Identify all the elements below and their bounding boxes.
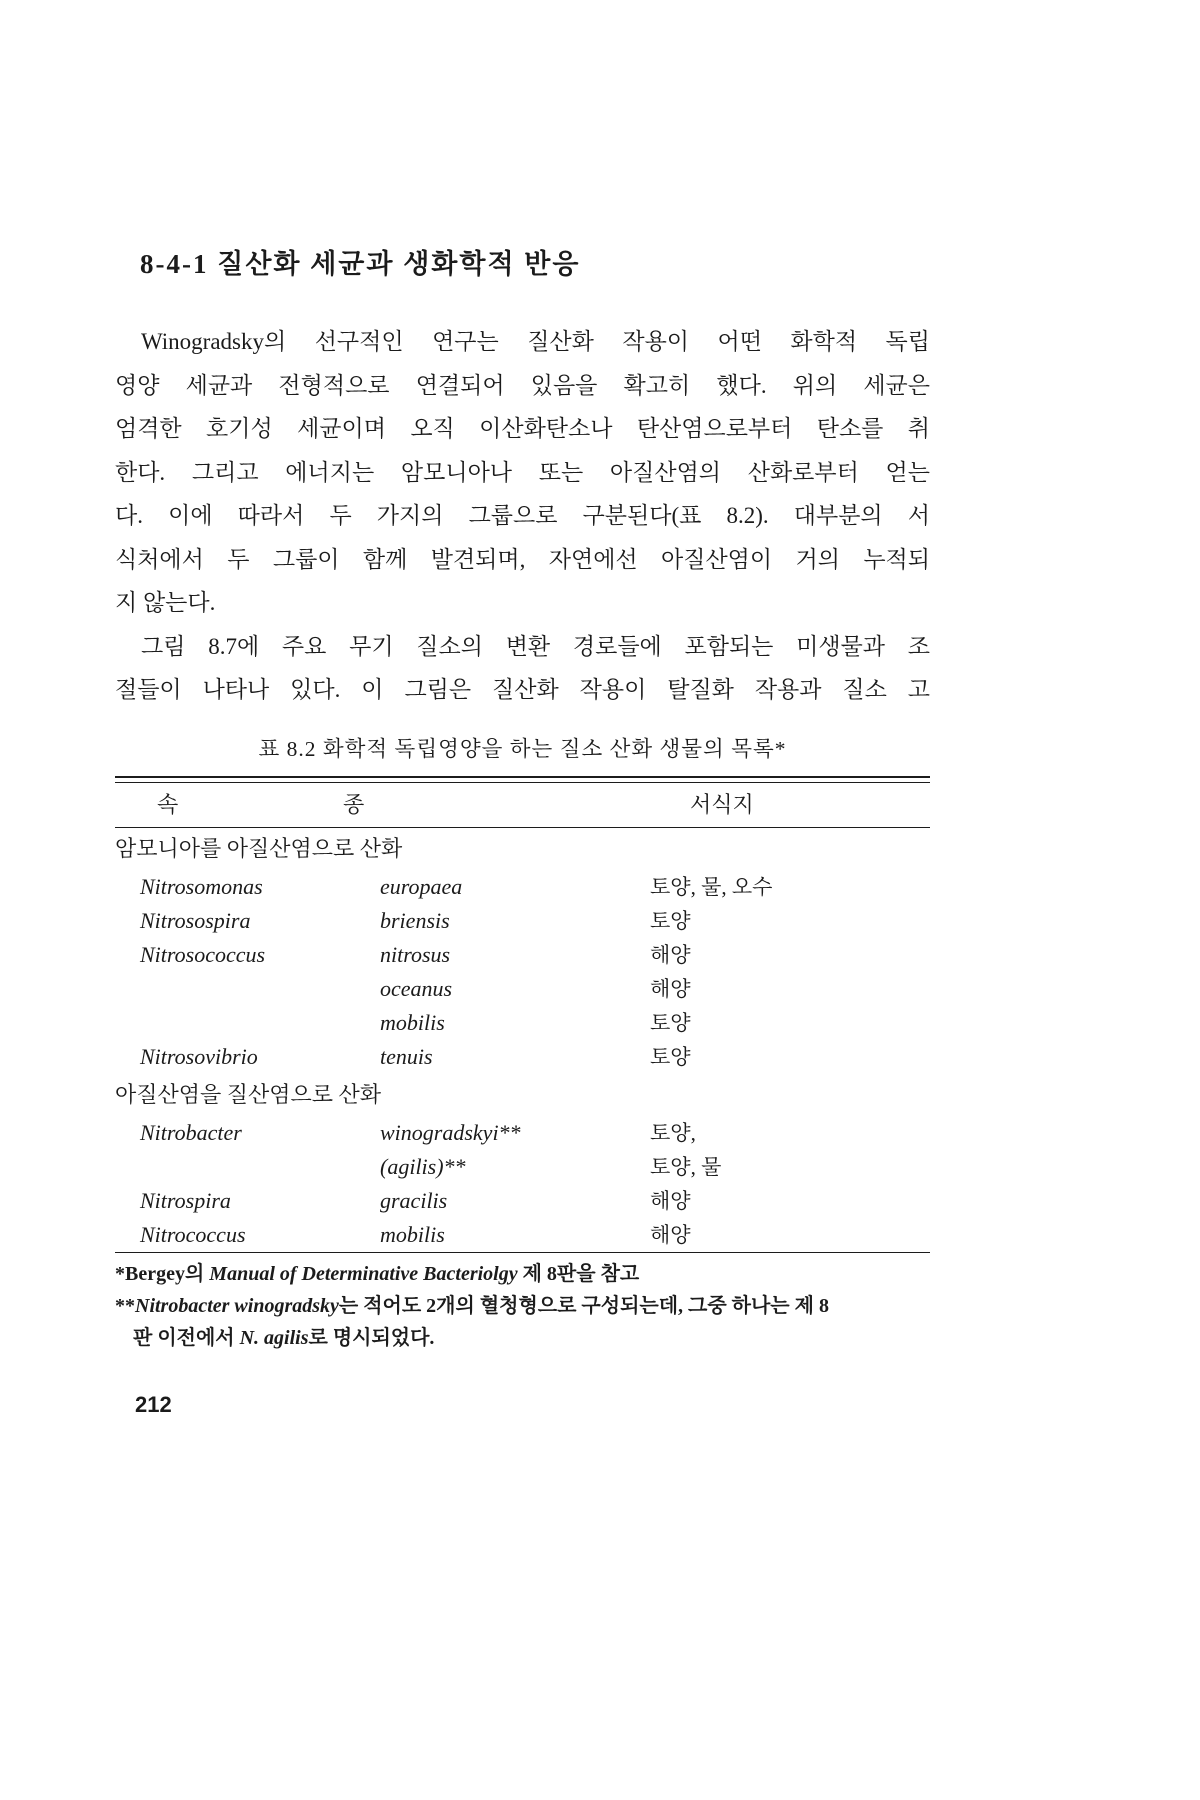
table-8-2: [115, 732, 930, 1253]
habitat-cell: 토양: [650, 1045, 691, 1069]
genus-cell: Nitrococcus: [140, 1222, 246, 1247]
genus-cell: Nitrobacter: [140, 1120, 242, 1145]
table-section-row: [115, 1074, 930, 1116]
text-line: 영양 세균과 전형적으로 연결되어 있음을 확고히 했다. 위의 세균은: [115, 372, 930, 398]
habitat-cell: 해양: [650, 943, 691, 967]
footnote-text: *Bergey의: [115, 1263, 210, 1285]
table-row: [115, 1218, 930, 1252]
footnote-text-italic: Nitrobacter winogradsky: [135, 1295, 339, 1317]
genus-cell: Nitrosococcus: [140, 942, 266, 967]
text-line: 식처에서 두 그룹이 함께 발견되며, 자연에선 아질산염이 거의 누적되: [115, 546, 930, 572]
text-line: 엄격한 호기성 세균이며 오직 이산화탄소나 탄산염으로부터 탄소를 취: [115, 416, 930, 441]
species-cell: mobilis: [380, 1222, 445, 1247]
habitat-cell: 토양: [650, 1011, 691, 1035]
text-line: 다. 이에 따라서 두 가지의 그룹으로 구분된다(표 8.2). 대부분의 서: [115, 503, 930, 528]
species-cell: nitrosus: [380, 942, 451, 967]
section-label: 아질산염을 질산염으로 산화: [115, 1082, 382, 1107]
species-cell: tenuis: [380, 1044, 433, 1069]
table-header-row: [115, 783, 930, 827]
footnote-text: **: [115, 1295, 135, 1317]
habitat-cell: 해양: [650, 1223, 691, 1247]
table-section-row: [115, 828, 930, 870]
footnote-text-italic: Manual of Determinative Bacteriolgy: [209, 1263, 518, 1285]
section-heading: 8-4-1 질산화 세균과 생화학적 반응: [140, 249, 581, 279]
species-cell: gracilis: [380, 1188, 448, 1213]
habitat-cell: 해양: [650, 1189, 691, 1213]
table-row: [115, 972, 930, 1006]
table-top-rule: [115, 776, 930, 783]
habitat-cell: 토양,: [650, 1121, 696, 1145]
genus-cell: Nitrosospira: [140, 908, 251, 933]
genus-cell: Nitrospira: [140, 1188, 231, 1213]
species-cell: (agilis)**: [380, 1154, 466, 1179]
species-cell: europaea: [380, 874, 463, 899]
habitat-cell: 해양: [650, 977, 691, 1001]
species-cell: oceanus: [380, 976, 453, 1001]
table-row: [115, 1040, 930, 1074]
page-number: 212: [135, 1392, 172, 1417]
text-line: Winogradsky의 선구적인 연구는 질산화 작용이 어떤 화학적 독립: [141, 329, 930, 354]
footnote-text: 판 이전에서: [133, 1327, 240, 1349]
footnote-line: [115, 1258, 930, 1290]
footnote-line: [115, 1322, 930, 1354]
table-caption: 표 8.2 화학적 독립영양을 하는 질소 산화 생물의 목록*: [258, 737, 787, 761]
paragraph-2: [115, 625, 930, 712]
header-habitat: 서식지: [690, 792, 754, 817]
species-cell: briensis: [380, 908, 450, 933]
footnotes: [115, 1258, 930, 1354]
header-species: 종: [343, 792, 365, 817]
footnote-text-italic: N. agilis: [239, 1327, 309, 1349]
footnote-text: 는 적어도 2개의 혈청형으로 구성되는데, 그중 하나는 제 8: [338, 1295, 829, 1317]
species-cell: winogradskyi**: [380, 1120, 521, 1145]
table-row: [115, 1184, 930, 1218]
habitat-cell: 토양: [650, 909, 691, 933]
text-line: 지 않는다.: [115, 590, 216, 615]
table-row: [115, 1150, 930, 1184]
text-line: 절들이 나타나 있다. 이 그림은 질산화 작용이 탈질화 작용과 질소 고: [115, 677, 930, 702]
header-genus: 속: [157, 792, 179, 817]
text-line: 한다. 그리고 에너지는 암모니아나 또는 아질산염의 산화로부터 얻는: [115, 459, 930, 485]
habitat-cell: 토양, 물: [650, 1155, 722, 1179]
footnote-line: [115, 1290, 930, 1322]
body-text: [115, 320, 930, 712]
table-row: [115, 870, 930, 904]
paragraph-1: [115, 320, 930, 625]
genus-cell: Nitrosomonas: [140, 874, 263, 899]
table-row: [115, 904, 930, 938]
table-row: [115, 1006, 930, 1040]
habitat-cell: 토양, 물, 오수: [650, 875, 773, 899]
footnote-text: 제 8판을 참고: [517, 1263, 640, 1285]
genus-cell: Nitrosovibrio: [140, 1044, 258, 1069]
table-row: [115, 1116, 930, 1150]
table-bottom-rule: [115, 1252, 930, 1253]
footnote-text: 로 명시되었다.: [308, 1327, 435, 1349]
species-cell: mobilis: [380, 1010, 445, 1035]
text-line: 그림 8.7에 주요 무기 질소의 변환 경로들에 포함되는 미생물과 조: [141, 633, 930, 659]
section-label: 암모니아를 아질산염으로 산화: [115, 836, 403, 861]
table-row: [115, 938, 930, 972]
